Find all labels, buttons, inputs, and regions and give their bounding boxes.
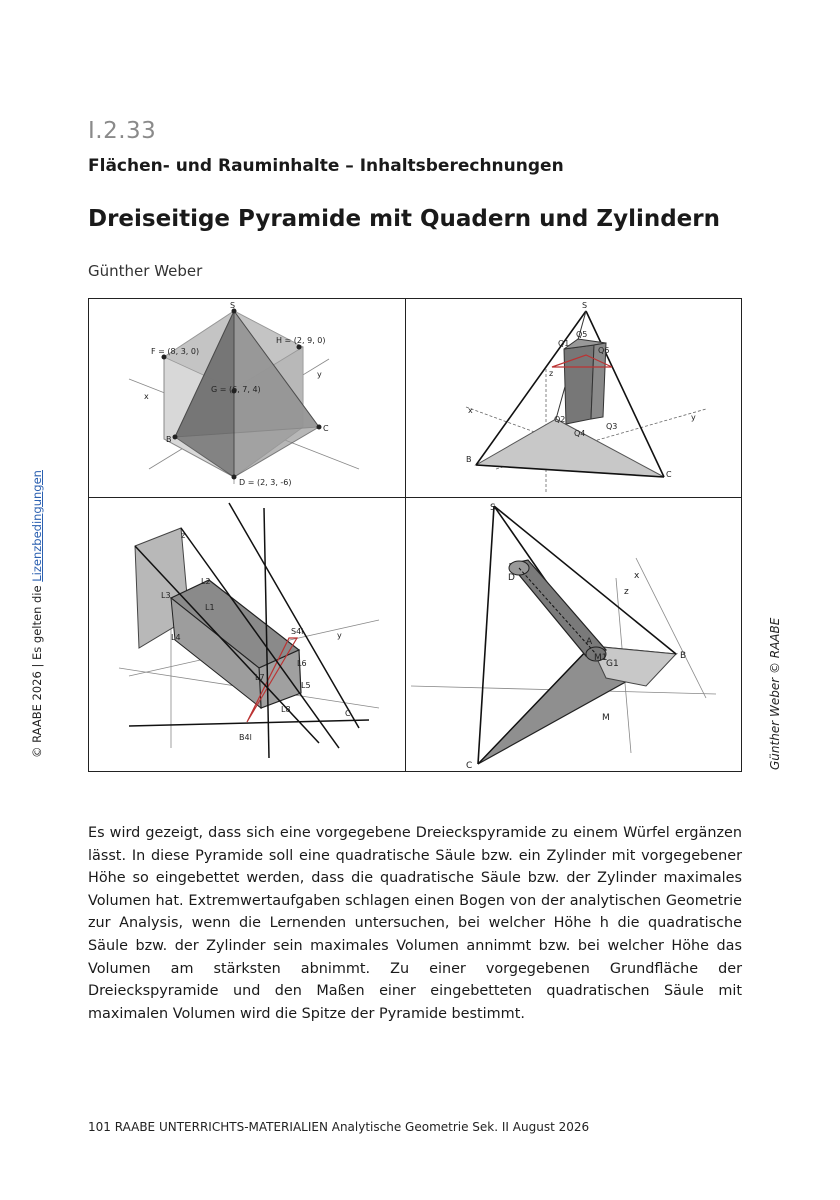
label-s2: S — [582, 301, 588, 310]
body-paragraph: Es wird gezeigt, dass sich eine vorgegebene Dreieckspyramide zu einem Würfel ergänzen lässt. In diese Pyramide soll eine quadratische Säule bzw. ein Zylinder mit vorgegebener Höhe so eingebettet werden, dass die quadratische Säule bzw. der Zylinder maximales Volumen hat. Extremwertaufgaben schlagen einen Bogen von der analytischen Geometrie zur Analysis, wenn die Lernenden untersuchen, bei welcher Höhe h die quadratische Säule bzw. der Zylinder sein maximales Volumen annimmt bzw. bei welcher Höhe das Volumen am stärksten abnimmt. Zu einer vorgegebenen Grundfläche der Dreieckspyramide und den Maßen einer eingebetteten quadratischen Säule mit maximalen Volumen wird die Spitze der Pyramide bestimmt. — [88, 825, 742, 1022]
document-title: Dreiseitige Pyramide mit Quadern und Zylindern — [88, 206, 720, 232]
label-a4: A — [586, 637, 593, 647]
license-text: © RAABE 2026 | Es gelten die — [30, 581, 44, 758]
label-z4: z — [624, 587, 629, 597]
label-c2: C — [666, 470, 672, 479]
label-q3: Q3 — [606, 422, 618, 431]
label-c4: C — [466, 761, 473, 771]
label-g: G = (6, 7, 4) — [211, 385, 261, 394]
author: Günther Weber — [88, 262, 203, 280]
label-f: F = (8, 3, 0) — [151, 347, 200, 356]
label-l5: L5 — [301, 681, 311, 690]
label-z3: z — [181, 531, 186, 540]
label-d4: D — [508, 573, 515, 583]
label-q1: Q1 — [558, 339, 570, 348]
label-l3: L3 — [161, 591, 171, 600]
label-b4l: B4l — [239, 733, 252, 742]
document-code: I.2.33 — [88, 118, 157, 144]
label-l2: L2 — [201, 577, 211, 586]
label-g1: G1 — [606, 659, 619, 669]
label-h: H = (2, 9, 0) — [276, 336, 326, 345]
side-note-right: Günther Weber © RAABE — [768, 617, 782, 770]
license-link[interactable]: Lizenzbedingungen — [30, 470, 44, 582]
label-b: B — [166, 435, 172, 444]
label-c: C — [323, 424, 329, 433]
label-m4: M — [602, 713, 610, 723]
label-q4: Q4 — [574, 429, 586, 438]
document-subtitle: Flächen- und Rauminhalte – Inhaltsberechnungen — [88, 156, 564, 176]
label-l7: L7 — [255, 673, 265, 682]
label-x: x — [144, 392, 149, 401]
label-l6: L6 — [297, 659, 307, 668]
figure-panel-cylinder — [406, 498, 741, 771]
figure-grid — [88, 298, 742, 772]
label-s: S — [230, 301, 236, 310]
footer: 101 RAABE UNTERRICHTS-MATERIALIEN Analytische Geometrie Sek. II August 2026 — [88, 1120, 590, 1134]
label-y3: y — [337, 631, 342, 640]
figure-panel-closeup — [89, 498, 405, 771]
label-x4: x — [634, 571, 640, 581]
label-z2: z — [549, 369, 554, 378]
label-m1: M1 — [594, 653, 608, 663]
label-l8: L8 — [281, 705, 291, 714]
label-b4: B — [680, 651, 687, 661]
label-l4: L4 — [171, 633, 181, 642]
label-q2: Q2 — [554, 415, 566, 424]
label-s4l: S4l — [291, 627, 304, 636]
label-x2: x — [468, 406, 473, 415]
figure-panel-cube — [89, 299, 405, 497]
label-c3: C — [345, 709, 351, 718]
label-q5: Q5 — [576, 330, 588, 339]
label-b2: B — [466, 455, 472, 464]
side-note-left — [30, 470, 44, 758]
label-y2: y — [691, 413, 696, 422]
figure-panel-prism — [406, 299, 741, 497]
label-l1: L1 — [205, 603, 215, 612]
label-s4: S — [490, 503, 496, 513]
label-y: y — [317, 370, 322, 379]
label-q6: Q6 — [598, 346, 610, 355]
label-d: D = (2, 3, -6) — [239, 478, 292, 487]
